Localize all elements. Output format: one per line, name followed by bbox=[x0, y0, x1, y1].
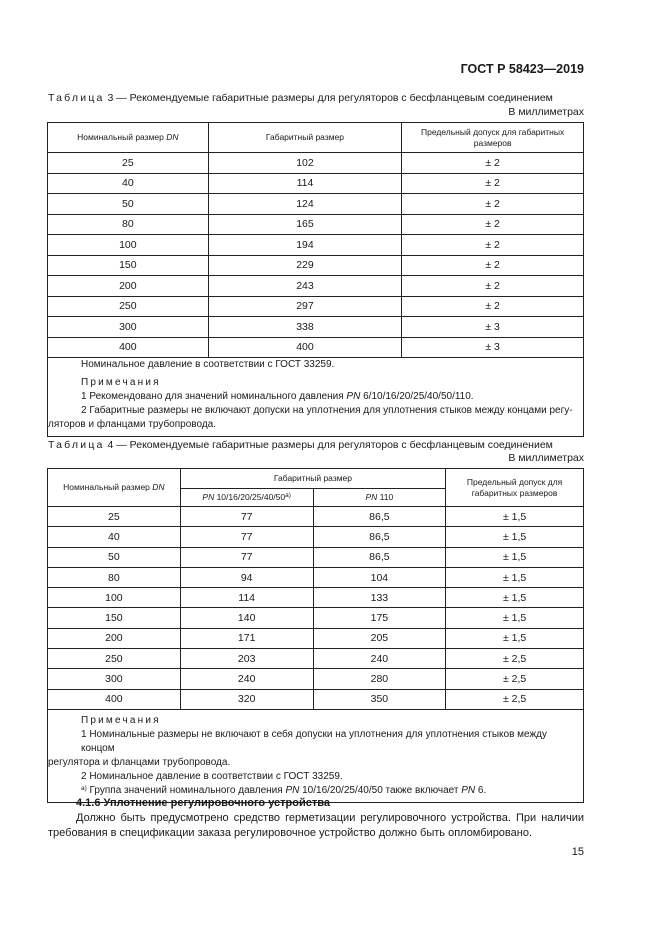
table4-row bbox=[48, 547, 584, 567]
table4-cell: ± 1,5 bbox=[446, 628, 584, 648]
table4-cell: ± 1,5 bbox=[446, 567, 584, 587]
table4-cell: 40 bbox=[48, 527, 181, 547]
table4-cell: 205 bbox=[313, 628, 446, 648]
table3-caption-label: Таблица bbox=[48, 92, 105, 104]
table4-cell: 240 bbox=[180, 669, 313, 689]
table4-cell: 86,5 bbox=[313, 507, 446, 527]
table4-cell: ± 1,5 bbox=[446, 507, 584, 527]
table3-row bbox=[48, 173, 584, 194]
table3-cell: ± 2 bbox=[402, 296, 584, 317]
table4-caption bbox=[48, 439, 553, 451]
table4-cell: 203 bbox=[180, 649, 313, 669]
table4-cell: 175 bbox=[313, 608, 446, 628]
table3-cell: 338 bbox=[208, 317, 402, 338]
table4-row bbox=[48, 608, 584, 628]
table4-row bbox=[48, 567, 584, 587]
table3-cell: 250 bbox=[48, 296, 209, 317]
table3-cell: ± 2 bbox=[402, 255, 584, 276]
page-number: 15 bbox=[571, 846, 584, 858]
table4-row bbox=[48, 527, 584, 547]
table3-header-row bbox=[48, 123, 584, 153]
table3-cell: 50 bbox=[48, 194, 209, 215]
table4-header-pn-group2: PN 110 bbox=[313, 489, 446, 507]
table3-cell: ± 2 bbox=[402, 235, 584, 256]
table4-row bbox=[48, 649, 584, 669]
table3-cell: 297 bbox=[208, 296, 402, 317]
table4-notes-heading: Примечания bbox=[81, 714, 161, 726]
table3-row bbox=[48, 153, 584, 174]
table3-caption-text: — Рекомендуемые габаритные размеры для регуляторов с бесфланцевым соединением bbox=[116, 92, 553, 104]
table3-cell: ± 2 bbox=[402, 194, 584, 215]
table4-cell: ± 2,5 bbox=[446, 669, 584, 689]
table4-cell: ± 1,5 bbox=[446, 527, 584, 547]
table3-cell: 80 bbox=[48, 214, 209, 235]
table4-cell: 86,5 bbox=[313, 527, 446, 547]
table4-cell: 300 bbox=[48, 669, 181, 689]
table4-cell: 50 bbox=[48, 547, 181, 567]
table4-cell: ± 1,5 bbox=[446, 608, 584, 628]
table3-row bbox=[48, 317, 584, 338]
table3-cell: 400 bbox=[208, 337, 402, 358]
table3-cell: ± 2 bbox=[402, 276, 584, 297]
table4-header-pn-group1: PN $10/16/20/25/40/50^{а)}$ bbox=[180, 489, 313, 507]
table3-cell: 400 bbox=[48, 337, 209, 358]
table3-caption-number: 3 bbox=[107, 92, 114, 104]
table4-cell: ± 2,5 bbox=[446, 649, 584, 669]
table4-cell: 77 bbox=[180, 547, 313, 567]
table3-cell: 102 bbox=[208, 153, 402, 174]
table4-cell: 100 bbox=[48, 588, 181, 608]
section-paragraph: Должно быть предусмотрено средство герметизации регулировочного устройства. При наличии требования в спецификации заказа регулировочное устройство должно быть опломбировано. bbox=[48, 812, 584, 839]
table3-note-2-cont: ляторов и фланцами трубопровода. bbox=[48, 419, 216, 430]
table4-row bbox=[48, 588, 584, 608]
table4-cell: 400 bbox=[48, 689, 181, 709]
table4-cell: 200 bbox=[48, 628, 181, 648]
table4-cell: 25 bbox=[48, 507, 181, 527]
table3-cell: 25 bbox=[48, 153, 209, 174]
table4-cell: 140 bbox=[180, 608, 313, 628]
table4-header-tolerance: Предельный допуск для габаритных размеров bbox=[446, 469, 584, 507]
table3-notes-heading: Примечания bbox=[81, 377, 161, 388]
table4-row bbox=[48, 689, 584, 709]
table4-cell: 104 bbox=[313, 567, 446, 587]
document-code: ГОСТ Р 58423—2019 bbox=[460, 62, 584, 76]
table3-caption bbox=[48, 92, 553, 104]
table4-caption-text: — Рекомендуемые габаритные размеры для регуляторов с бесфланцевым соединением bbox=[116, 439, 553, 451]
table4-row bbox=[48, 628, 584, 648]
table3-cell: 200 bbox=[48, 276, 209, 297]
table4-row bbox=[48, 669, 584, 689]
table4-cell: 171 bbox=[180, 628, 313, 648]
table3-cell: 194 bbox=[208, 235, 402, 256]
table3-body bbox=[48, 153, 584, 358]
table3-cell: 229 bbox=[208, 255, 402, 276]
table4-note-1-cont: регулятора и фланцами трубопровода. bbox=[48, 756, 231, 768]
table4-caption-label: Таблица bbox=[48, 439, 105, 451]
table4-cell: 320 bbox=[180, 689, 313, 709]
table3-row bbox=[48, 235, 584, 256]
table3-header-size: Габаритный размер bbox=[208, 123, 402, 153]
table3-cell: 114 bbox=[208, 173, 402, 194]
table3-cell: ± 3 bbox=[402, 317, 584, 338]
table3-row bbox=[48, 194, 584, 215]
table4-cell: 280 bbox=[313, 669, 446, 689]
table3-notes bbox=[48, 358, 584, 437]
table4-cell: 240 bbox=[313, 649, 446, 669]
table3-units: В миллиметрах bbox=[508, 106, 584, 118]
table4-cell: ± 1,5 bbox=[446, 588, 584, 608]
table4-notes-row bbox=[48, 709, 584, 802]
table4-cell: 94 bbox=[180, 567, 313, 587]
table4-header-dn: Номинальный размер DN bbox=[48, 469, 181, 507]
table4-caption-number: 4 bbox=[107, 439, 114, 451]
table4-cell: 350 bbox=[313, 689, 446, 709]
table3-cell: 300 bbox=[48, 317, 209, 338]
table3-note-pressure: Номинальное давление в соответствии с ГОСТ 33259. bbox=[81, 359, 335, 370]
table4-cell: ± 2,5 bbox=[446, 689, 584, 709]
table3-cell: 243 bbox=[208, 276, 402, 297]
table4-notes bbox=[48, 709, 584, 802]
table4-cell: 86,5 bbox=[313, 547, 446, 567]
table3-cell: 124 bbox=[208, 194, 402, 215]
table4-units: В миллиметрах bbox=[508, 452, 584, 464]
table4-header-row1 bbox=[48, 469, 584, 489]
table3-row bbox=[48, 296, 584, 317]
table3-row bbox=[48, 214, 584, 235]
table4-cell: 77 bbox=[180, 507, 313, 527]
table3-cell: 150 bbox=[48, 255, 209, 276]
table3-cell: 100 bbox=[48, 235, 209, 256]
table3-header-tolerance: Предельный допуск для габаритных размеров bbox=[402, 123, 584, 153]
table3 bbox=[47, 122, 584, 437]
table3-cell: ± 2 bbox=[402, 214, 584, 235]
table4-note-2: 2 Номинальное давление в соответствии с ГОСТ 33259. bbox=[81, 770, 343, 782]
table4-header-size-group: Габаритный размер bbox=[180, 469, 445, 489]
table3-header-dn: Номинальный размер DN bbox=[48, 123, 209, 153]
table3-cell: ± 2 bbox=[402, 173, 584, 194]
section-title: 4.1.6 Уплотнение регулировочного устройства bbox=[76, 797, 330, 809]
table3-row bbox=[48, 255, 584, 276]
table3-cell: ± 3 bbox=[402, 337, 584, 358]
table4-body bbox=[48, 507, 584, 710]
table4-cell: 133 bbox=[313, 588, 446, 608]
table4-footnote: $^{а)}$ Группа значений номинального давления PN 10/16/20/25/40/50 также включает PN 6. bbox=[81, 784, 487, 796]
table4-cell: 250 bbox=[48, 649, 181, 669]
table3-row bbox=[48, 276, 584, 297]
table3-cell: 40 bbox=[48, 173, 209, 194]
table4-cell: 114 bbox=[180, 588, 313, 608]
table4-cell: ± 1,5 bbox=[446, 547, 584, 567]
table3-row bbox=[48, 337, 584, 358]
table3-notes-row bbox=[48, 358, 584, 437]
table3-cell: 165 bbox=[208, 214, 402, 235]
table3-note-1: 1 Рекомендовано для значений номинального давления PN 6/10/16/20/25/40/50/110. bbox=[81, 391, 474, 402]
table4-cell: 150 bbox=[48, 608, 181, 628]
table4-row bbox=[48, 507, 584, 527]
table4-cell: 80 bbox=[48, 567, 181, 587]
table4-cell: 77 bbox=[180, 527, 313, 547]
table3-cell: ± 2 bbox=[402, 153, 584, 174]
table3-note-2: 2 Габаритные размеры не включают допуски на уплотнения для уплотнения стыков между концами регу- ляторов и фланцами трубопровода. bbox=[48, 405, 573, 430]
table4-note-1: 1 Номинальные размеры не включают в себя допуски на уплотнения для уплотнения стыков между концом регулятора и фланцами трубопровода. bbox=[48, 728, 548, 768]
table4 bbox=[47, 468, 584, 803]
